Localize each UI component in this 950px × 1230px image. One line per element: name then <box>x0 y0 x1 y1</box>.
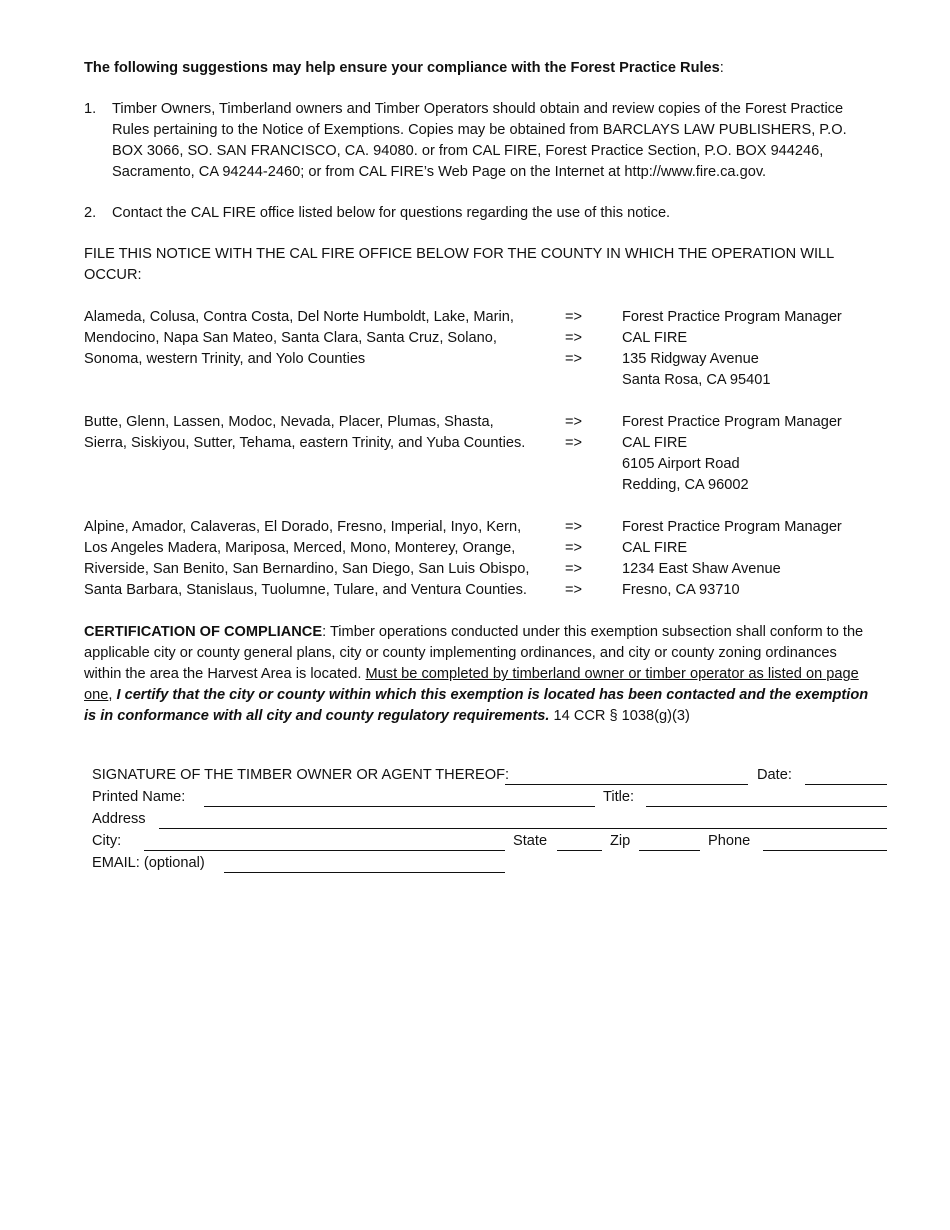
office-address <box>622 412 842 496</box>
signature-label: SIGNATURE OF THE TIMBER OWNER OR AGENT THEREOF: <box>92 767 510 783</box>
address-line: Fresno, CA 93710 <box>622 582 740 598</box>
certification-intro: : Timber operations conducted under this exemption subsection shall conform to the applicable city or county general plans, city or county implementing ordinances, and city or county zoning ordinances within the area the Harvest Area is located. <box>84 624 864 682</box>
address-field[interactable] <box>159 828 887 829</box>
arrow: => <box>565 351 583 367</box>
office-redding <box>84 412 884 496</box>
printed-name-row <box>92 787 887 809</box>
county-list <box>84 307 554 370</box>
list-item <box>84 203 872 224</box>
county-line: Sonoma, western Trinity, and Yolo Counties <box>84 351 366 367</box>
address-line: Redding, CA 96002 <box>622 477 749 493</box>
county-list <box>84 517 554 601</box>
list-item <box>84 99 872 183</box>
office-address <box>622 517 842 601</box>
state-label: State <box>513 833 548 849</box>
office-santa-rosa <box>84 307 884 391</box>
list-item-text: Timber Owners, Timberland owners and Timber Operators should obtain and review copies of the Forest Practice Rules pertaining to the Notice of Exemptions. Copies may be obtained from BARCLAYS LAW PUBLISHERS, P.O. BOX 3066, SO. SAN FRANCISCO, CA. 94080. or from CAL FIRE, Forest Practice Section, P.O. BOX 944246, Sacramento, CA 94244-2460; or from CAL FIRE’s Web Page on the Internet at http://www.fire.ca.gov. <box>112 101 847 180</box>
title-field[interactable] <box>646 806 887 807</box>
compliance-heading-bold: The following suggestions may help ensure your compliance with the Forest Practice Rules <box>84 60 720 76</box>
compliance-heading <box>84 58 884 78</box>
city-label: City: <box>92 833 122 849</box>
county-line: Mendocino, Napa San Mateo, Santa Clara, Santa Cruz, Solano, <box>84 330 497 346</box>
arrow: => <box>565 435 583 451</box>
address-line: Santa Rosa, CA 95401 <box>622 372 771 388</box>
title-label: Title: <box>603 789 635 805</box>
arrow: => <box>565 561 583 577</box>
date-label: Date: <box>757 767 792 783</box>
county-line: Santa Barbara, Stanislaus, Tuolumne, Tulare, and Ventura Counties. <box>84 582 527 598</box>
zip-field[interactable] <box>639 850 700 851</box>
address-line: Forest Practice Program Manager <box>622 519 842 535</box>
compliance-heading-colon: : <box>719 60 724 76</box>
zip-label: Zip <box>610 833 631 849</box>
certification-comma: , <box>108 687 117 703</box>
list-item-number: 1. <box>84 101 97 117</box>
phone-field[interactable] <box>763 850 887 851</box>
address-line: 135 Ridgway Avenue <box>622 351 759 367</box>
address-line: CAL FIRE <box>622 330 688 346</box>
county-line: Riverside, San Benito, San Bernardino, San Diego, San Luis Obispo, <box>84 561 530 577</box>
arrow-column <box>565 307 582 370</box>
city-field[interactable] <box>144 850 505 851</box>
address-line: 6105 Airport Road <box>622 456 740 472</box>
arrow-column <box>565 517 582 601</box>
county-list <box>84 412 554 454</box>
county-line: Butte, Glenn, Lassen, Modoc, Nevada, Placer, Plumas, Shasta, <box>84 414 494 430</box>
arrow: => <box>565 330 583 346</box>
arrow: => <box>565 582 583 598</box>
certification-requirement: Must be completed by timberland owner or timber operator as listed on page one <box>84 666 859 703</box>
arrow-column <box>565 412 582 454</box>
address-label: Address <box>92 811 146 827</box>
address-line: CAL FIRE <box>622 540 688 556</box>
suggestions-list <box>84 99 884 224</box>
list-item-text: Contact the CAL FIRE office listed below for questions regarding the use of this notice. <box>112 205 671 221</box>
list-item-number: 2. <box>84 205 97 221</box>
certification-title: CERTIFICATION OF COMPLIANCE <box>84 624 323 640</box>
address-line: Forest Practice Program Manager <box>622 309 842 325</box>
signature-form <box>92 765 887 875</box>
certification-citation: 14 CCR § 1038(g)(3) <box>549 708 690 724</box>
certification-paragraph <box>84 622 874 727</box>
email-field[interactable] <box>224 872 505 873</box>
arrow: => <box>565 414 583 430</box>
date-field[interactable] <box>805 784 887 785</box>
signature-field[interactable] <box>505 784 748 785</box>
office-address <box>622 307 842 391</box>
address-row <box>92 809 887 831</box>
email-row <box>92 853 887 875</box>
signature-row <box>92 765 887 787</box>
county-line: Alameda, Colusa, Contra Costa, Del Norte Humboldt, Lake, Marin, <box>84 309 514 325</box>
printed-name-label: Printed Name: <box>92 789 186 805</box>
printed-name-field[interactable] <box>204 806 595 807</box>
address-line: 1234 East Shaw Avenue <box>622 561 781 577</box>
county-line: Sierra, Siskiyou, Sutter, Tehama, eastern Trinity, and Yuba Counties. <box>84 435 526 451</box>
email-label: EMAIL: (optional) <box>92 855 205 871</box>
address-line: Forest Practice Program Manager <box>622 414 842 430</box>
state-field[interactable] <box>557 850 602 851</box>
certification-statement: I certify that the city or county within which this exemption is located has been contacted and the exemption is in conformance with all city and county regulatory requirements. <box>84 687 869 724</box>
county-line: Alpine, Amador, Calaveras, El Dorado, Fresno, Imperial, Inyo, Kern, <box>84 519 522 535</box>
city-row <box>92 831 887 853</box>
phone-label: Phone <box>708 833 751 849</box>
arrow: => <box>565 540 583 556</box>
document-page <box>84 58 884 727</box>
office-fresno <box>84 517 884 601</box>
file-notice: FILE THIS NOTICE WITH THE CAL FIRE OFFICE BELOW FOR THE COUNTY IN WHICH THE OPERATION WILL OCCUR: <box>84 246 834 283</box>
arrow: => <box>565 519 583 535</box>
address-line: CAL FIRE <box>622 435 688 451</box>
arrow: => <box>565 309 583 325</box>
county-line: Los Angeles Madera, Mariposa, Merced, Mono, Monterey, Orange, <box>84 540 516 556</box>
